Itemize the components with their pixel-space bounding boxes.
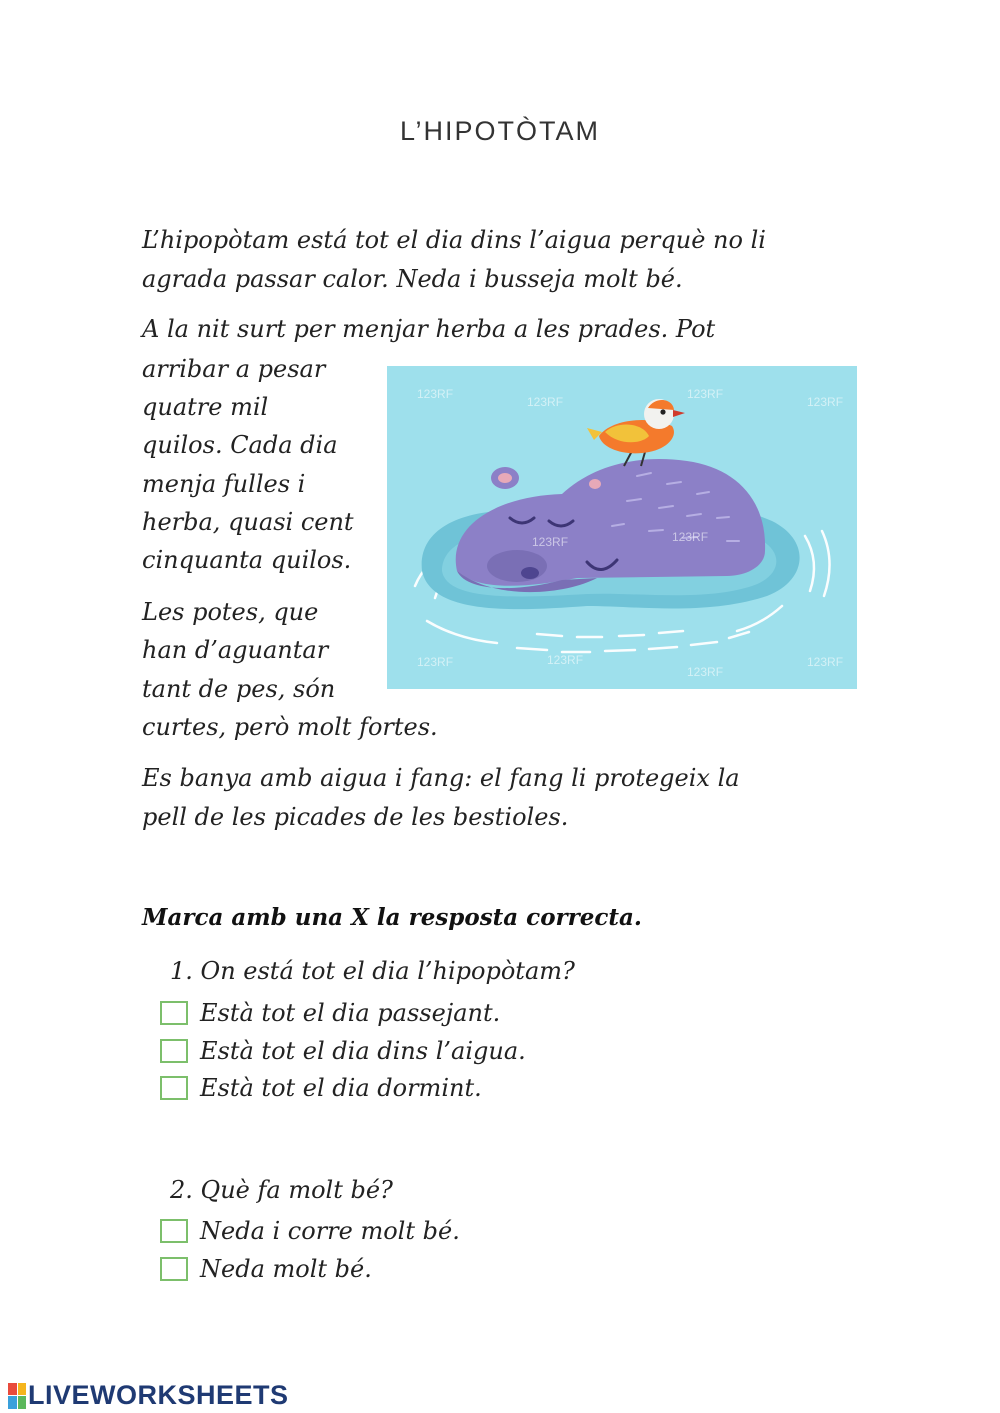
answer-checkbox[interactable] [160, 1001, 188, 1025]
text-line: A la nit surt per menjar herba a les prades. Pot [142, 315, 716, 343]
answer-checkbox[interactable] [160, 1076, 188, 1100]
text-line: herba, quasi cent [142, 508, 354, 536]
option-row [160, 1254, 372, 1284]
liveworksheets-logo [8, 1380, 289, 1411]
answer-checkbox[interactable] [160, 1257, 188, 1281]
text-line: Es banya amb aigua i fang: el fang li protegeix la [142, 764, 740, 792]
watermark-text: 123RF [417, 655, 454, 669]
option-label: Neda molt bé. [200, 1255, 372, 1283]
question-1: 1. On está tot el dia l’hipopòtam? [170, 957, 575, 985]
watermark-text: 123RF [807, 655, 844, 669]
text-line: han d’aguantar [142, 636, 329, 664]
text-line: quatre mil [142, 393, 269, 421]
logo-icon [8, 1383, 26, 1409]
option-label: Neda i corre molt bé. [200, 1217, 460, 1245]
watermark-text: 123RF [687, 665, 724, 679]
text-line: menja fulles i [142, 470, 306, 498]
text-line: pell de les picades de les bestioles. [142, 803, 569, 831]
option-label: Està tot el dia dins l’aigua. [200, 1037, 526, 1065]
text-line: L’hipopòtam está tot el dia dins l’aigua perquè no li [142, 226, 766, 254]
option-row [160, 1073, 482, 1103]
watermark-text: 123RF [687, 387, 724, 401]
option-row [160, 998, 500, 1028]
watermark-text: 123RF [547, 653, 584, 667]
brand-name: LIVEWORKSHEETS [28, 1380, 289, 1410]
watermark-text: 123RF [672, 530, 709, 544]
watermark-text: 123RF [417, 387, 454, 401]
watermark-text: 123RF [532, 535, 569, 549]
answer-checkbox[interactable] [160, 1219, 188, 1243]
question-2: 2. Què fa molt bé? [170, 1176, 393, 1204]
watermark-text: 123RF [527, 395, 564, 409]
worksheet-title: L’HIPOTÒTAM [399, 116, 601, 146]
text-line: curtes, però molt fortes. [142, 713, 438, 741]
text-line: cinquanta quilos. [142, 546, 352, 574]
option-row [160, 1036, 526, 1066]
text-line: Les potes, que [142, 598, 319, 626]
option-row [160, 1216, 460, 1246]
text-line: arribar a pesar [142, 355, 326, 383]
watermark-text: 123RF [807, 395, 844, 409]
answer-checkbox[interactable] [160, 1039, 188, 1063]
text-line: agrada passar calor. Neda i busseja molt bé. [142, 265, 683, 293]
text-line: quilos. Cada dia [142, 431, 338, 459]
option-label: Està tot el dia dormint. [200, 1074, 482, 1102]
option-label: Està tot el dia passejant. [200, 999, 501, 1027]
instruction: Marca amb una X la resposta correcta. [142, 904, 642, 931]
hippo-illustration [387, 366, 857, 689]
text-line: tant de pes, són [142, 675, 336, 703]
